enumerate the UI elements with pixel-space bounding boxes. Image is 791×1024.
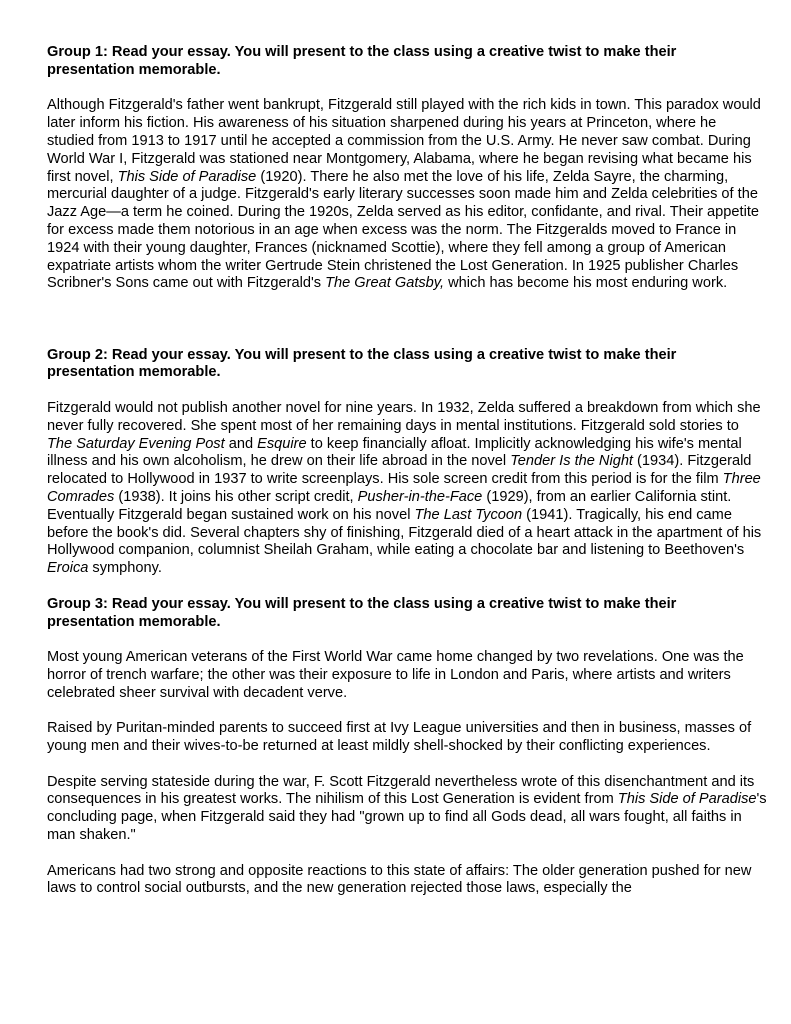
group-1-heading: Group 1: Read your essay. You will present to the class using a creative twist to make their presentation memorable. xyxy=(47,44,677,78)
text-run: (1938). It joins his other script credit, xyxy=(114,488,358,505)
title-tender-is-the-night: Tender Is the Night xyxy=(510,453,633,470)
group-3-paragraph-2: Raised by Puritan-minded parents to succeed first at Ivy League universities and then in business, masses of young men and their wives-to-be returned at least mildly shell-shocked by their conflicting experiences. xyxy=(47,720,752,755)
title-pusher-in-the-face: Pusher-in-the-Face xyxy=(357,488,483,505)
title-the-last-tycoon: The Last Tycoon xyxy=(414,506,523,523)
group-3-section xyxy=(47,596,767,899)
group-1-section xyxy=(47,44,767,293)
group-2-heading: Group 2: Read your essay. You will present to the class using a creative twist to make their presentation memorable. xyxy=(47,346,677,381)
title-esquire: Esquire xyxy=(257,435,307,452)
text-run: Although Fitzgerald's father went bankrupt, Fitzgerald still played with the rich kids in town. This paradox would later inform his fiction. His awareness of his situation sharpened during his years at Princeton, where he studied from 1913 to 1917 until he accepted a commission from the U.S. Army. He never saw combat. During World War I, Fitzgerald was stationed near Montgomery, Alabama, where he began revising what became his first novel, xyxy=(47,97,761,185)
section-spacer xyxy=(47,311,767,347)
text-run: (1929), from an earlier California stint. Eventually Fitzgerald began sustained work on his novel xyxy=(47,488,732,523)
text-run: 's concluding page, when Fitzgerald said they had "grown up to find all Gods dead, all wars fought, all faiths in man shaken." xyxy=(47,791,767,844)
text-run: and xyxy=(224,435,258,452)
title-the-great-gatsby: The Great Gatsby, xyxy=(325,275,445,292)
text-run: to keep financially afloat. Implicitly acknowledging his wife's mental illness and his own alcoholism, he drew on their life abroad in the novel xyxy=(47,435,742,470)
group-1-paragraph xyxy=(47,97,767,293)
text-run: symphony. xyxy=(88,560,162,577)
text-run: (1941). Tragically, his end came before the book's did. Several chapters shy of finishing, Fitzgerald died of a heart attack in the apartment of his Hollywood companion, columnist Sheilah Graham, while eating a chocolate bar and listening to Beethoven's xyxy=(47,506,762,559)
document-page xyxy=(47,44,767,916)
title-eroica: Eroica xyxy=(47,560,89,577)
title-this-side-of-paradise: This Side of Paradise xyxy=(117,168,257,185)
title-three-comrades: Three Comrades xyxy=(47,471,761,505)
group-3-paragraph-4: Americans had two strong and opposite reactions to this state of affairs: The older generation pushed for new laws to control social outbursts, and the new generation rejected those laws, especially the xyxy=(47,862,752,897)
group-3-paragraph-3 xyxy=(47,774,767,845)
title-this-side-of-paradise: This Side of Paradise xyxy=(617,791,757,808)
group-2-paragraph xyxy=(47,400,767,578)
group-2-section xyxy=(47,347,767,578)
title-saturday-evening-post: The Saturday Evening Post xyxy=(47,435,225,452)
text-run: (1920). There he also met the love of his life, Zelda Sayre, the charming, mercurial daughter of a judge. Fitzgerald's early literary successes soon made him and Zelda celebrities of the Jazz Age—a term he coined. During the 1920s, Zelda served as his editor, confidante, and rival. Their appetite for excess made them notorious in an age when excess was the norm. The Fitzgeralds moved to France in 1924 with their young daughter, Frances (nicknamed Scottie), where they fell among a group of American expatriate artists whom the writer Gertrude Stein christened the Lost Generation. In 1925 publisher Charles Scribner's Sons came out with Fitzgerald's xyxy=(47,168,759,292)
text-run: Despite serving stateside during the war, F. Scott Fitzgerald nevertheless wrote of this disenchantment and its consequences in his greatest works. The nihilism of this Lost Generation is evident from xyxy=(47,773,755,808)
text-run: Fitzgerald would not publish another novel for nine years. In 1932, Zelda suffered a breakdown from which she never fully recovered. She spent most of her remaining days in mental institutions. Fitzgerald sold stories to xyxy=(47,399,761,434)
group-3-heading: Group 3: Read your essay. You will present to the class using a creative twist to make their presentation memorable. xyxy=(47,595,677,630)
text-run: which has become his most enduring work. xyxy=(444,275,728,292)
text-run: (1934). Fitzgerald relocated to Hollywood in 1937 to write screenplays. His sole screen credit from this period is for the film xyxy=(47,453,752,488)
group-3-paragraph-1: Most young American veterans of the First World War came home changed by two revelations. One was the horror of trench warfare; the other was their exposure to life in London and Paris, where artists and writers celebrated sheer survival with decadent verve. xyxy=(47,649,744,701)
